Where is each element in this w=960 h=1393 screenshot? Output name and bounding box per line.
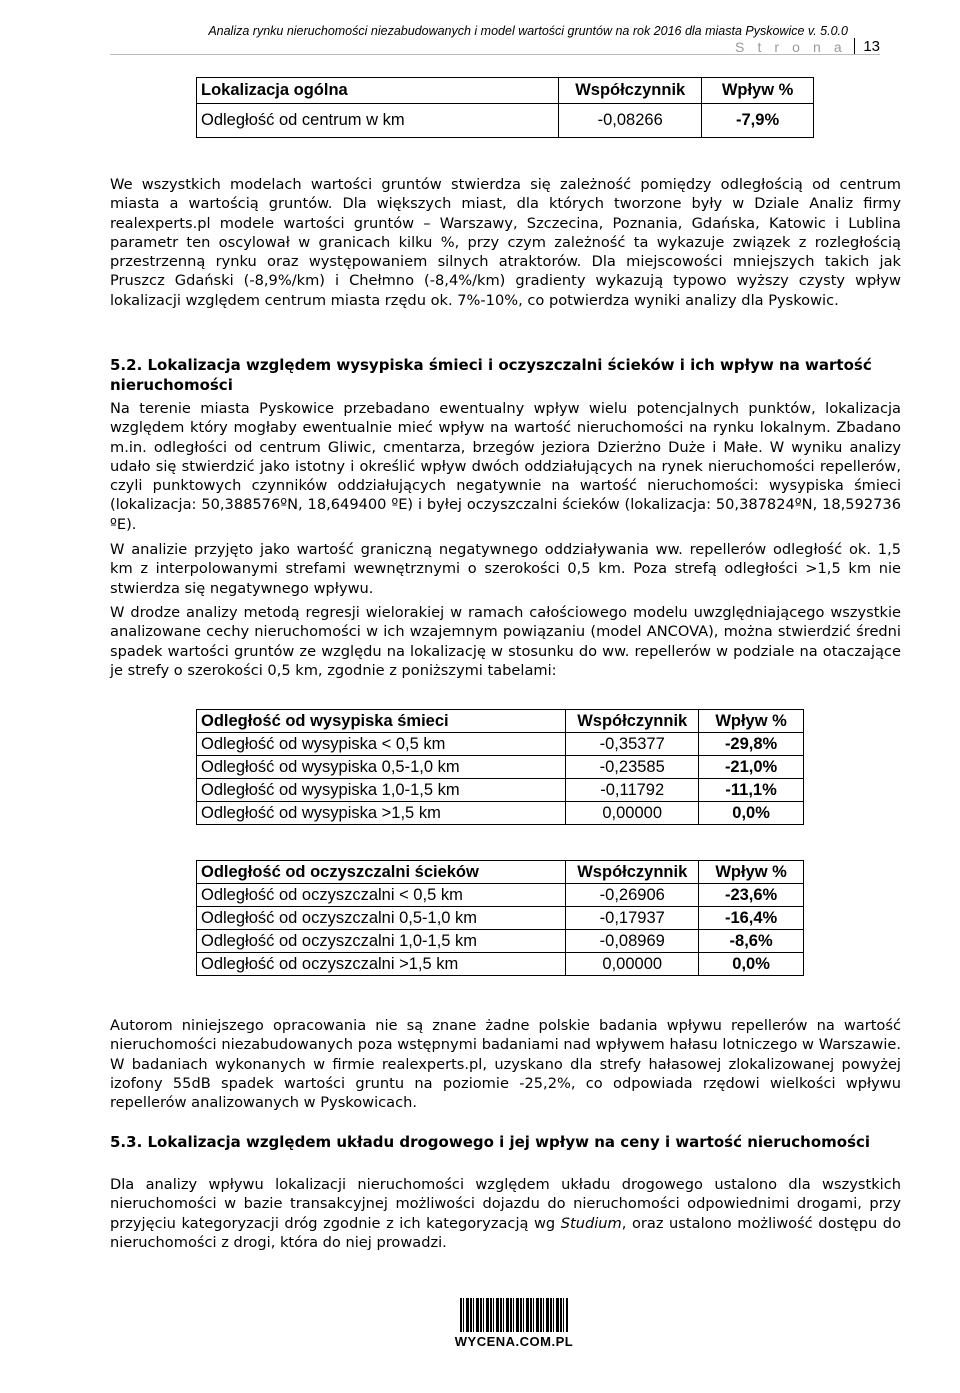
table-row — [197, 779, 804, 802]
table-cell: Odległość od wysypiska 0,5-1,0 km — [197, 756, 566, 779]
paragraph-text: , oraz ustalono możliwość dostępu do nieruchomości z drogi, która do niej prowadzi. — [110, 1214, 901, 1251]
header-divider — [110, 54, 880, 55]
table-row — [197, 884, 804, 907]
table-cell: -23,6% — [699, 884, 804, 907]
table-general-location — [196, 77, 814, 138]
page-number: 13 — [854, 38, 880, 55]
paragraph-distance-center: We wszystkich modelach wartości gruntów stwierdza się zależność pomiędzy odległością od centrum miasta a wartością gruntów. Dla większych miast, dla których tworzone były w Dziale Analiz firmy realexperts.pl modele wartości gruntów – Warszawy, Szczecina, Poznania, Gdańska, Katowic i Lublina parametr ten oscylował w granicach kilku %, przy czym zależność ta wykazuje związek z rozległością przestrzenną rynku oraz występowaniem silnych atraktorów. Dla miejscowości mniejszych takich jak Pruszcz Gdański (-8,9%/km) i Chełmno (-8,4%/km) gradienty wykazują typowo wyższy czysty wpływ lokalizacji względem centrum miasta rzędu ok. 7%-10%, co potwierdza wyniki analizy dla Pyskowic. — [110, 176, 901, 309]
table-row — [197, 733, 804, 756]
paragraph-threshold: W analizie przyjęto jako wartość graniczną negatywnego oddziaływania ww. repellerów odległość ok. 1,5 km z interpolowanymi strefami wewnętrznymi o szerokości 0,5 km. Poza strefą odległości >1,5 km nie stwierdza się negatywnego wpływu. — [110, 541, 901, 597]
table-header-cell: Współczynnik — [566, 710, 699, 733]
table-header-cell: Współczynnik — [566, 861, 699, 884]
section-heading-5-2: 5.2. Lokalizacja względem wysypiska śmieci i oczyszczalni ścieków i ich wpływ na wartość nieruchomości — [110, 356, 872, 394]
table-cell: 0,0% — [699, 802, 804, 825]
table-row — [197, 907, 804, 930]
paragraph-repellers-intro: Na terenie miasta Pyskowice przebadano ewentualny wpływ wielu potencjalnych punktów, lokalizacja względem który mogłaby ewentualnie mieć wpływ na wartość nieruchomości na rynku lokalnym. Zbadano m.in. odległości od centrum Gliwic, cmentarza, brzegów jeziora Dzierżno Duże i Małe. W wyniku analizy udało się stwierdzić jako istotny i określić wpływ dwóch oddziałujących na rynek nieruchomości repellerów, czyli punktowych czynników oddziałujących negatywnie na wartość nieruchomości: wysypiska śmieci (lokalizacja: 50,388576ºN, 18,649400 ºE) i byłej oczyszczalni ścieków (lokalizacja: 50,387824ºN, 18,592736 ºE). — [110, 400, 901, 533]
page-label: S t r o n a — [735, 38, 847, 55]
table-header-cell: Wpływ % — [699, 710, 804, 733]
table-header-cell: Wpływ % — [702, 78, 814, 104]
paragraph-text: Dla analizy wpływu lokalizacji nieruchomości względem układu drogowego ustalono dla wszystkich nieruchomości w bazie transakcyjnej możliwości dojazdu do nieruchomości odpowiednimi drogami, przy przyjęciu kategoryzacji dróg zgodnie z ich kategoryzacją wg — [110, 1176, 901, 1232]
table-row — [197, 756, 804, 779]
table-cell: -21,0% — [699, 756, 804, 779]
table-header-cell: Odległość od wysypiska śmieci — [197, 710, 566, 733]
table-cell: -0,26906 — [566, 884, 699, 907]
page-indicator — [735, 38, 880, 55]
table-header-cell: Współczynnik — [559, 78, 702, 104]
table-cell: Odległość od wysypiska 1,0-1,5 km — [197, 779, 566, 802]
table-cell: -0,17937 — [566, 907, 699, 930]
paragraph-road-access — [110, 1175, 901, 1252]
table-row — [197, 104, 814, 138]
table-header-cell: Lokalizacja ogólna — [197, 78, 559, 104]
table-cell: Odległość od oczyszczalni >1,5 km — [197, 953, 566, 976]
table-row — [197, 953, 804, 976]
table-cell: 0,0% — [699, 953, 804, 976]
table-header-row — [197, 710, 804, 733]
table-cell: -29,8% — [699, 733, 804, 756]
table-cell: Odległość od oczyszczalni 0,5-1,0 km — [197, 907, 566, 930]
paragraph-authors: Autorom niniejszego opracowania nie są znane żadne polskie badania wpływu repellerów na wartość nieruchomości niezabudowanych poza wstępnymi badaniami nad wpływem hałasu lotniczego w Warszawie. W badaniach wykonanych w firmie realexperts.pl, uzyskano dla strefy hałasowej zlokalizowanej powyżej izofony 55dB spadek wartości gruntu na poziomie -25,2%, co odpowiada rzędowi wielkości wpływu repellerów analizowanych w Pyskowicach. — [110, 1017, 901, 1112]
table-cell: Odległość od wysypiska >1,5 km — [197, 802, 566, 825]
table-cell: Odległość od centrum w km — [197, 104, 559, 138]
table-cell: 0,00000 — [566, 953, 699, 976]
header-title: Analiza rynku nieruchomości niezabudowanych i model wartości gruntów na rok 2016 dla miasta Pyskowice v. 5.0.0 — [208, 24, 848, 38]
table-cell: Odległość od wysypiska < 0,5 km — [197, 733, 566, 756]
footer-logo — [448, 1298, 580, 1349]
table-cell: -0,08969 — [566, 930, 699, 953]
table-landfill — [196, 709, 804, 825]
table-header-cell: Odległość od oczyszczalni ścieków — [197, 861, 566, 884]
table-header-row — [197, 861, 804, 884]
barcode-icon — [460, 1298, 568, 1332]
table-cell: -16,4% — [699, 907, 804, 930]
table-cell: -8,6% — [699, 930, 804, 953]
table-cell: Odległość od oczyszczalni 1,0-1,5 km — [197, 930, 566, 953]
paragraph-regression: W drodze analizy metodą regresji wielorakiej w ramach całościowego modelu uwzględniającego wszystkie analizowane cechy nieruchomości w ich wzajemnym powiązaniu (model ANCOVA), można stwierdzić średni spadek wartości gruntów ze względu na lokalizację w stosunku do ww. repellerów w podziale na otaczające je strefy o szerokości 0,5 km, zgodnie z poniższymi tabelami: — [110, 604, 901, 679]
table-cell: Odległość od oczyszczalni < 0,5 km — [197, 884, 566, 907]
table-header-cell: Wpływ % — [699, 861, 804, 884]
section-heading-5-3: 5.3. Lokalizacja względem układu drogowego i jej wpływ na ceny i wartość nieruchomości — [110, 1133, 871, 1151]
emphasis-studium: Studium — [560, 1214, 622, 1232]
table-row — [197, 802, 804, 825]
table-header-row — [197, 78, 814, 104]
table-row — [197, 930, 804, 953]
table-wastewater — [196, 860, 804, 976]
table-cell: -0,11792 — [566, 779, 699, 802]
table-cell: -0,23585 — [566, 756, 699, 779]
table-cell: -7,9% — [702, 104, 814, 138]
table-cell: 0,00000 — [566, 802, 699, 825]
table-cell: -0,08266 — [559, 104, 702, 138]
table-cell: -11,1% — [699, 779, 804, 802]
table-cell: -0,35377 — [566, 733, 699, 756]
logo-text: WYCENA.COM.PL — [454, 1334, 574, 1349]
